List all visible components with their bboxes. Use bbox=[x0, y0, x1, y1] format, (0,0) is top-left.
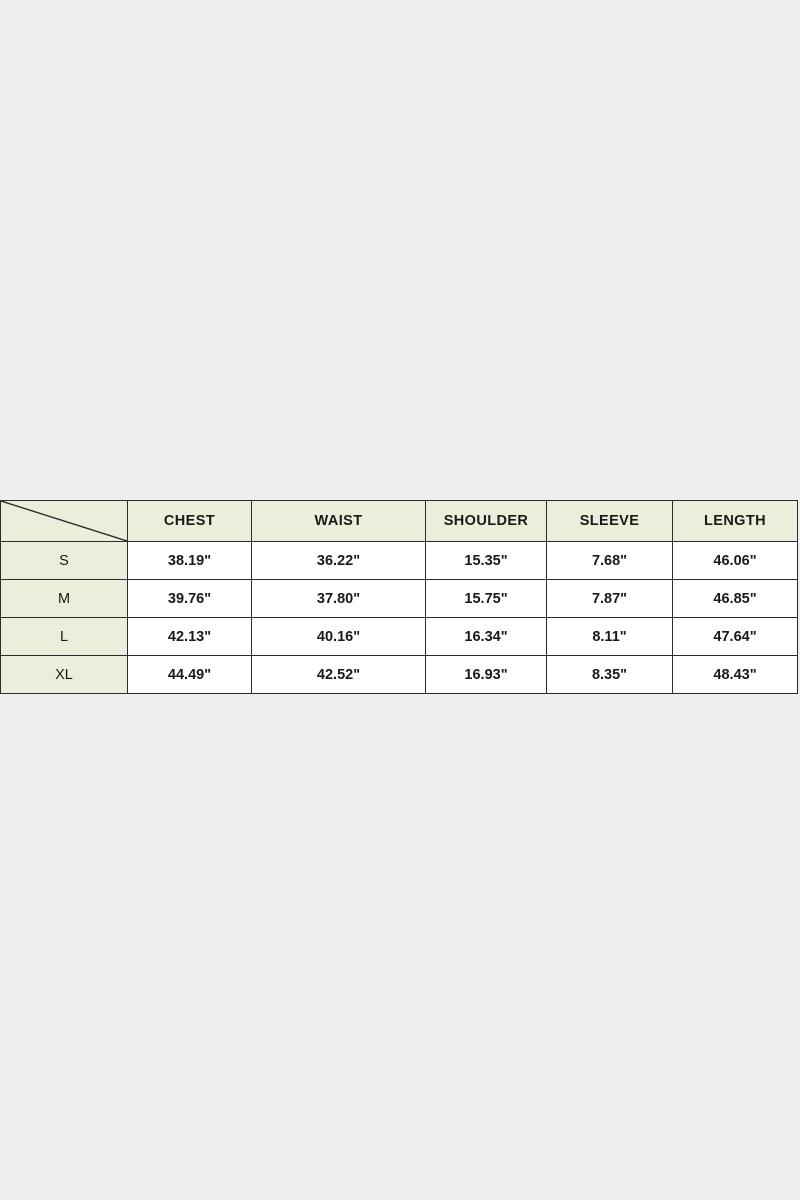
column-header-sleeve: SLEEVE bbox=[547, 501, 673, 542]
cell-l-length: 47.64" bbox=[673, 618, 798, 656]
cell-xl-waist: 42.52" bbox=[252, 656, 426, 694]
size-chart-header bbox=[1, 501, 798, 542]
table-row bbox=[1, 542, 798, 580]
cell-s-sleeve: 7.68" bbox=[547, 542, 673, 580]
cell-xl-length: 48.43" bbox=[673, 656, 798, 694]
cell-m-shoulder: 15.75" bbox=[426, 580, 547, 618]
corner-diagonal-cell bbox=[1, 501, 128, 542]
cell-m-length: 46.85" bbox=[673, 580, 798, 618]
cell-l-shoulder: 16.34" bbox=[426, 618, 547, 656]
table-row bbox=[1, 618, 798, 656]
size-label-l: L bbox=[1, 618, 128, 656]
size-chart-container bbox=[0, 500, 800, 694]
diagonal-slash-icon bbox=[1, 501, 127, 541]
size-label-s: S bbox=[1, 542, 128, 580]
size-label-xl: XL bbox=[1, 656, 128, 694]
cell-m-sleeve: 7.87" bbox=[547, 580, 673, 618]
cell-s-shoulder: 15.35" bbox=[426, 542, 547, 580]
cell-l-sleeve: 8.11" bbox=[547, 618, 673, 656]
cell-s-chest: 38.19" bbox=[128, 542, 252, 580]
cell-s-length: 46.06" bbox=[673, 542, 798, 580]
cell-s-waist: 36.22" bbox=[252, 542, 426, 580]
column-header-shoulder: SHOULDER bbox=[426, 501, 547, 542]
column-header-waist: WAIST bbox=[252, 501, 426, 542]
size-chart-table bbox=[0, 500, 798, 694]
size-chart-body bbox=[1, 542, 798, 694]
cell-l-waist: 40.16" bbox=[252, 618, 426, 656]
header-row bbox=[1, 501, 798, 542]
cell-m-waist: 37.80" bbox=[252, 580, 426, 618]
cell-m-chest: 39.76" bbox=[128, 580, 252, 618]
cell-xl-shoulder: 16.93" bbox=[426, 656, 547, 694]
table-row bbox=[1, 580, 798, 618]
cell-l-chest: 42.13" bbox=[128, 618, 252, 656]
cell-xl-sleeve: 8.35" bbox=[547, 656, 673, 694]
cell-xl-chest: 44.49" bbox=[128, 656, 252, 694]
column-header-chest: CHEST bbox=[128, 501, 252, 542]
column-header-length: LENGTH bbox=[673, 501, 798, 542]
size-label-m: M bbox=[1, 580, 128, 618]
table-row bbox=[1, 656, 798, 694]
